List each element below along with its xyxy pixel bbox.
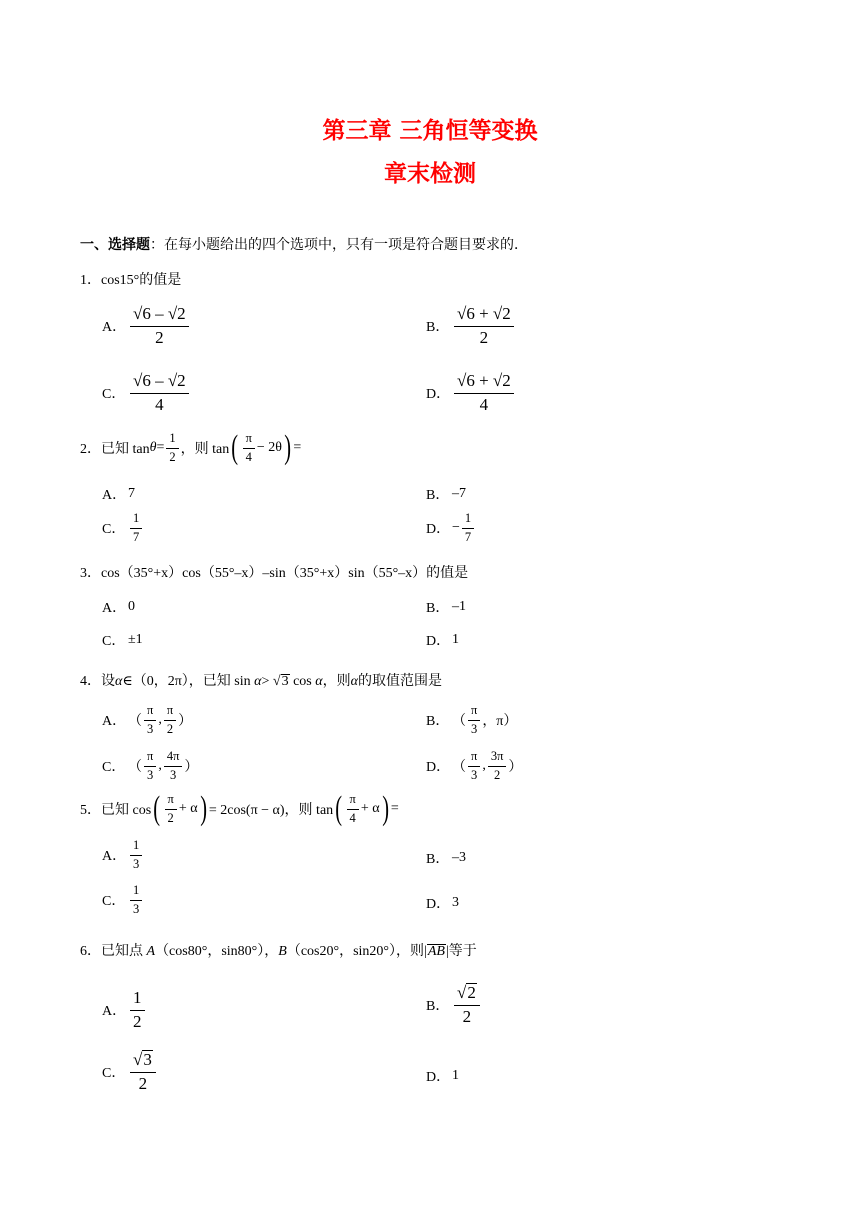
numerator: π (165, 793, 177, 810)
theta-symbol: θ (149, 440, 157, 455)
q1-option-b (426, 305, 516, 347)
question-6-number: 6． (80, 944, 101, 959)
fraction (468, 704, 480, 737)
fraction (488, 750, 507, 783)
denominator: 2 (167, 810, 174, 825)
option-label: D． (426, 760, 451, 776)
option-label: C． (102, 522, 126, 538)
option-label: B． (426, 998, 450, 1014)
sqrt-icon: √ (133, 1050, 143, 1069)
option-label: A． (102, 320, 127, 336)
radicand: 3 (143, 1050, 152, 1069)
q4-option-c (102, 750, 198, 783)
text: ∈（0，2π），已知 sin (122, 674, 255, 689)
denominator: 4 (349, 810, 356, 825)
point-b: B (278, 944, 287, 959)
denominator: 2 (166, 721, 174, 736)
numerator: 4π (164, 750, 183, 767)
option-text: –1 (452, 599, 466, 614)
numerator: 1 (166, 432, 178, 449)
numerator: √6 – √2 (130, 372, 189, 394)
option-label: A． (102, 488, 127, 503)
radicand: 3 (281, 674, 289, 689)
option-label: B． (426, 320, 450, 336)
text: = (390, 801, 399, 816)
denominator: 7 (464, 529, 472, 544)
fraction (243, 432, 255, 465)
option-label: D． (426, 634, 451, 649)
option-text: ±1 (128, 632, 143, 647)
denominator: 3 (471, 721, 478, 736)
minus-sign: − (452, 520, 460, 536)
denominator: 2 (462, 1006, 472, 1026)
numerator: π (243, 432, 255, 449)
denominator: 3 (471, 767, 478, 782)
option-rest: ，π） (482, 714, 518, 730)
option-label: A． (102, 849, 127, 865)
q3-option-c (102, 630, 143, 650)
alpha-symbol: α (350, 674, 358, 689)
question-2-pre: 已知 tan (101, 442, 150, 457)
q4-option-a (102, 704, 192, 737)
text: cos (289, 674, 316, 689)
option-label: C． (102, 634, 126, 649)
numerator: π (347, 793, 359, 810)
option-label: C． (102, 387, 126, 403)
fraction (164, 750, 183, 783)
fraction (130, 989, 145, 1031)
text: （cos20°，sin20°），则| (286, 944, 427, 959)
option-text: –7 (452, 486, 466, 501)
numerator: √6 – √2 (130, 305, 189, 327)
text: 已知 cos (101, 803, 152, 818)
option-label: A． (102, 601, 127, 616)
text: = 2cos(π − α)，则 tan (208, 803, 334, 818)
q2-option-b (426, 484, 466, 504)
numerator: √6 + √2 (454, 305, 514, 327)
denominator: 3 (147, 721, 154, 736)
question-3-number: 3． (80, 566, 101, 581)
section-heading-text: ：在每小题给出的四个选项中，只有一项是符合题目要求的． (150, 238, 528, 253)
option-label: B． (426, 714, 450, 730)
q2-option-c (102, 512, 144, 545)
numerator: √6 + √2 (454, 372, 514, 394)
point-a: A (146, 944, 156, 959)
numerator: π (144, 750, 156, 767)
option-label: B． (426, 488, 450, 503)
denominator: 3 (133, 901, 140, 916)
question-5-number: 5． (80, 803, 101, 818)
q1-option-d (426, 372, 516, 414)
option-label: A． (102, 714, 127, 730)
open-paren: （ (128, 760, 142, 776)
numerator: π (468, 704, 480, 721)
fraction (130, 305, 189, 347)
option-text: 7 (128, 486, 135, 501)
fraction (130, 839, 142, 872)
fraction (130, 372, 189, 414)
q5-option-c (102, 884, 144, 917)
numerator: 1 (130, 839, 142, 856)
numerator: 1 (130, 884, 142, 901)
option-text: –3 (452, 850, 466, 865)
alpha-symbol: α (254, 674, 262, 689)
text: 已知点 (101, 944, 147, 959)
numerator: 1 (130, 512, 142, 529)
question-2 (80, 431, 301, 465)
numerator: π (164, 704, 176, 721)
question-6 (80, 940, 477, 960)
option-label: C． (102, 894, 126, 910)
q3-option-b (426, 597, 466, 617)
inner-rest: + α (360, 801, 380, 816)
section-heading-label: 一、选择题 (80, 237, 150, 253)
option-label: D． (426, 522, 451, 538)
denominator: 2 (133, 1011, 142, 1031)
fraction (144, 750, 156, 783)
separator: , (158, 712, 162, 728)
text: 的取值范围是 (357, 674, 442, 689)
q1-option-a (102, 305, 191, 347)
question-4-number: 4． (80, 674, 101, 689)
numerator (130, 1050, 156, 1073)
q2-option-d (426, 512, 476, 545)
right-paren: ) (199, 790, 207, 827)
open-paren: （ (128, 714, 142, 730)
vector-ab: AB (427, 944, 445, 959)
text: |等于 (445, 944, 477, 959)
close-paren: ） (508, 760, 523, 776)
text: 设 (101, 674, 115, 689)
denominator: 2 (169, 449, 176, 464)
q1-option-c (102, 372, 191, 414)
denominator: 2 (155, 327, 164, 347)
close-paren: ） (184, 760, 199, 776)
q5-option-d (426, 893, 459, 913)
sqrt-icon: √ (457, 983, 467, 1002)
question-3 (80, 562, 468, 582)
question-3-text: cos（35°+x）cos（55°–x）–sin（35°+x）sin（55°–x）的值是 (101, 566, 469, 581)
denominator: 4 (155, 394, 164, 414)
q3-option-d (426, 630, 459, 650)
denominator: 2 (493, 767, 501, 782)
fraction (165, 793, 177, 826)
option-label: C． (102, 1065, 126, 1081)
numerator: π (468, 750, 480, 767)
denominator: 3 (147, 767, 154, 782)
right-paren: ) (284, 429, 292, 466)
numerator (454, 983, 480, 1006)
numerator: 1 (462, 512, 474, 529)
q6-option-a (102, 989, 147, 1031)
q6-option-b (426, 983, 482, 1026)
right-paren: ) (381, 790, 389, 827)
close-paren: ） (178, 714, 193, 730)
q6-option-c (102, 1050, 158, 1093)
text: ，则 (322, 674, 351, 689)
text: （cos80°，sin80°）， (155, 944, 279, 959)
denominator: 3 (133, 856, 140, 871)
denominator: 7 (133, 529, 140, 544)
alpha-symbol: α (115, 674, 123, 689)
fraction (454, 372, 514, 414)
option-label: A． (102, 1004, 127, 1020)
open-paren: （ (452, 714, 466, 730)
question-2-number: 2． (80, 442, 101, 457)
option-label: D． (426, 1070, 451, 1085)
option-text: 0 (128, 599, 135, 614)
q4-option-b (426, 704, 517, 737)
denominator: 2 (138, 1073, 148, 1093)
fraction (468, 750, 480, 783)
option-text: 1 (452, 632, 459, 647)
section-heading (80, 234, 528, 254)
question-1 (80, 269, 181, 289)
question-2-mid: ，则 tan (180, 442, 230, 457)
left-paren: ( (335, 790, 343, 827)
page-subtitle: 章末检测 (384, 161, 476, 187)
option-label: C． (102, 760, 126, 776)
q5-option-b (426, 848, 466, 868)
alpha-symbol: α (315, 674, 323, 689)
option-label: B． (426, 601, 450, 616)
left-paren: ( (231, 429, 239, 466)
option-label: D． (426, 387, 451, 403)
separator: , (482, 758, 486, 774)
fraction (130, 512, 142, 545)
fraction (166, 432, 178, 465)
equals: = (156, 440, 165, 455)
q5-option-a (102, 839, 144, 872)
q3-option-a (102, 597, 135, 617)
option-text: 3 (452, 895, 459, 910)
q6-option-d (426, 1066, 459, 1086)
fraction (144, 704, 156, 737)
denominator: 3 (169, 767, 177, 782)
fraction (454, 305, 514, 347)
denominator: 4 (245, 449, 252, 464)
question-5 (80, 792, 399, 826)
question-1-text: cos15°的值是 (101, 273, 182, 288)
fraction (130, 1050, 156, 1093)
option-label: D． (426, 897, 451, 912)
fraction (462, 512, 474, 545)
text: > (261, 674, 273, 689)
numerator: 3π (488, 750, 507, 767)
q4-option-d (426, 750, 522, 783)
question-1-number: 1． (80, 273, 101, 288)
left-paren: ( (153, 790, 161, 827)
q2-option-a (102, 484, 135, 504)
radicand: 2 (467, 983, 476, 1002)
denominator: 2 (479, 327, 489, 347)
inner-rest: − 2θ (256, 440, 283, 455)
sqrt-icon: √ (272, 674, 281, 689)
fraction (130, 884, 142, 917)
denominator: 4 (479, 394, 489, 414)
fraction (164, 704, 176, 737)
question-4 (80, 670, 442, 690)
fraction (347, 793, 359, 826)
option-label: B． (426, 852, 450, 867)
numerator: π (144, 704, 156, 721)
numerator: 1 (130, 989, 145, 1011)
open-paren: （ (452, 760, 466, 776)
separator: , (158, 758, 162, 774)
fraction (454, 983, 480, 1026)
page-title: 第三章 三角恒等变换 (322, 118, 538, 144)
question-2-end: = (293, 440, 302, 455)
option-text: 1 (452, 1068, 459, 1083)
inner-rest: + α (178, 801, 198, 816)
